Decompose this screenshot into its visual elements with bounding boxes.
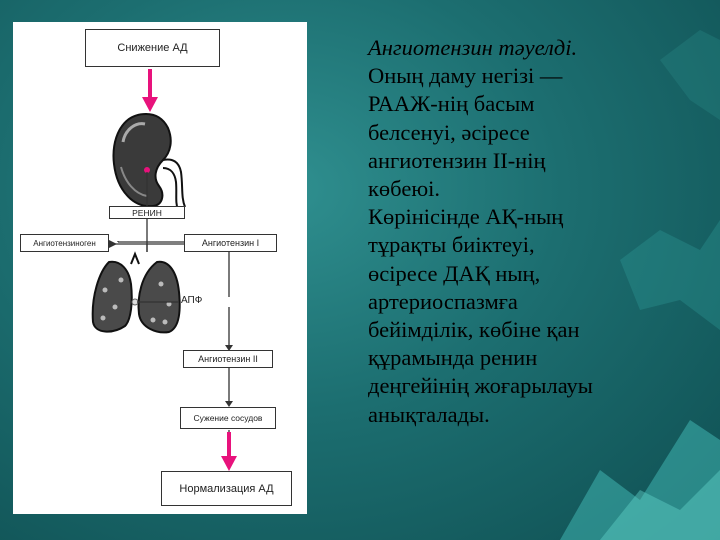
text-line: бейімділік, көбіне қан (368, 317, 580, 343)
pink-arrow-bottom (221, 432, 237, 471)
text-line: Көрінісінде АҚ-ның (368, 204, 564, 230)
text-line: РААЖ-нің басым (368, 91, 535, 117)
text-line: көбеюі. (368, 176, 441, 202)
box-normalizaciya-ad: Нормализация АД (161, 471, 292, 506)
box-suzhenie-sosudov: Сужение сосудов (180, 407, 276, 429)
text-line: ангиотензин ІІ-нің (368, 147, 546, 173)
text-line: белсенуі, әсіресе (368, 119, 530, 145)
text-line: Оның даму негізі — (368, 63, 563, 89)
lungs-icon (93, 254, 180, 332)
box-renin: РЕНИН (109, 206, 185, 219)
text-line: өсіресе ДАҚ ның, (368, 260, 541, 286)
diagram-graphics (13, 22, 307, 514)
text-line: анықталады. (368, 401, 490, 427)
box-angiotensin-2: Ангиотензин II (183, 350, 273, 368)
box-angiotensinogen: Ангиотензиноген (20, 234, 109, 252)
text-line: артериоспазмға (368, 288, 518, 314)
raas-diagram (13, 22, 307, 514)
box-angiotensin-1: Ангиотензин I (184, 234, 277, 252)
text-line: тұрақты биіктеуі, (368, 232, 535, 258)
text-line: деңгейінің жоғарылауы (368, 373, 593, 399)
kidney-icon (113, 114, 185, 210)
text-line: құрамында ренин (368, 345, 538, 371)
box-snizhenie-ad: Снижение АД (85, 29, 220, 67)
pink-arrow-top (142, 69, 158, 112)
label-apf: АПФ (181, 295, 203, 306)
text-line-title: Ангиотензин тәуелді. (368, 35, 578, 60)
description-text (368, 34, 713, 429)
